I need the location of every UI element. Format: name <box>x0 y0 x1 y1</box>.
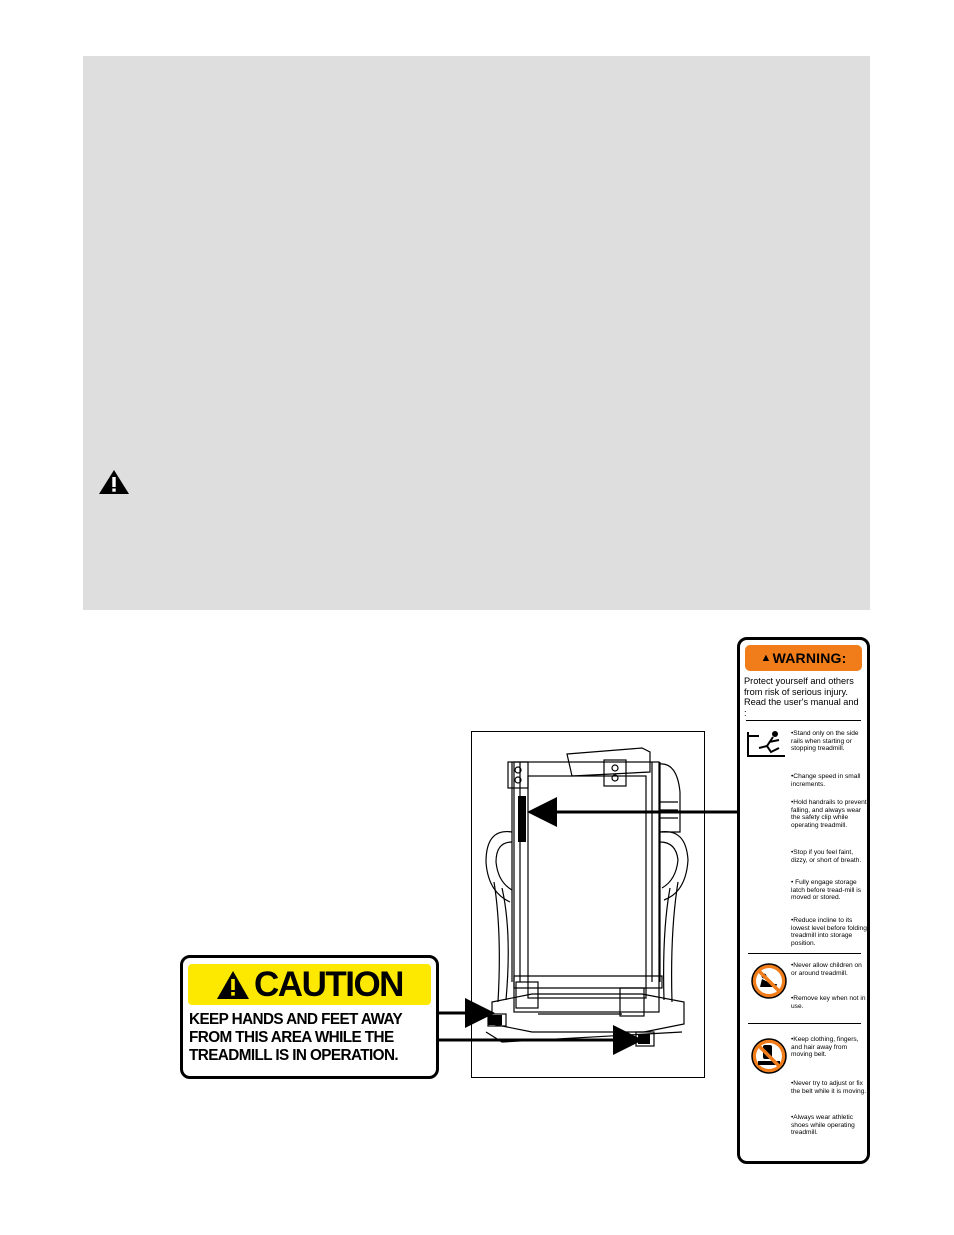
warning-bullet: •Stand only on the side rails when starting or stopping treadmill. <box>791 730 859 753</box>
caution-line: KEEP HANDS AND FEET AWAY <box>189 1011 403 1028</box>
divider <box>748 1023 861 1024</box>
warning-bullet: •Never allow children on or around treadmill. <box>791 962 862 977</box>
warning-triangle-icon <box>98 469 130 495</box>
caution-title: CAUTION <box>254 965 403 1004</box>
warning-bullet: • Fully engage storage latch before tread-mill is moved or stored. <box>791 879 861 902</box>
no-hands-near-belt-icon <box>750 1037 788 1075</box>
warning-bullet: •Remove key when not in use. <box>791 995 866 1010</box>
treadmill-drawing <box>472 732 704 1077</box>
treadmill-illustration <box>471 731 705 1078</box>
caution-triangle-icon <box>216 970 250 1000</box>
warning-triangle-icon: ▲ <box>760 652 772 664</box>
warning-header-label: WARNING: <box>772 650 847 666</box>
person-on-side-rails-icon <box>745 728 787 760</box>
warning-bullet: •Reduce incline to its lowest level before folding treadmill into storage position. <box>791 917 867 947</box>
warning-bullet: •Always wear athletic shoes while operating treadmill. <box>791 1114 855 1137</box>
warning-header <box>745 645 862 671</box>
gray-text-panel <box>83 56 870 610</box>
warning-bullet: •Never try to adjust or fix the belt while it is moving. <box>791 1080 867 1095</box>
divider <box>748 953 861 954</box>
caution-header <box>188 964 431 1005</box>
warning-bullet: •Change speed in small increments. <box>791 773 861 788</box>
warning-decal <box>737 637 870 1164</box>
divider <box>746 720 861 721</box>
caution-line: FROM THIS AREA WHILE THE <box>189 1029 394 1046</box>
warning-bullet: •Hold handrails to prevent falling, and always wear the safety clip while operating treadmill. <box>791 799 867 829</box>
no-children-icon <box>750 962 788 1000</box>
warning-bullet: •Stop if you feel faint, dizzy, or short of breath. <box>791 849 862 864</box>
warning-intro: Protect yourself and others from risk of serious injury. Read the user's manual and : <box>744 676 859 718</box>
warning-bullet: •Keep clothing, fingers, and hair away from moving belt. <box>791 1036 859 1059</box>
caution-decal <box>180 955 439 1079</box>
caution-line: TREADMILL IS IN OPERATION. <box>189 1047 399 1064</box>
caution-text <box>189 1011 434 1065</box>
